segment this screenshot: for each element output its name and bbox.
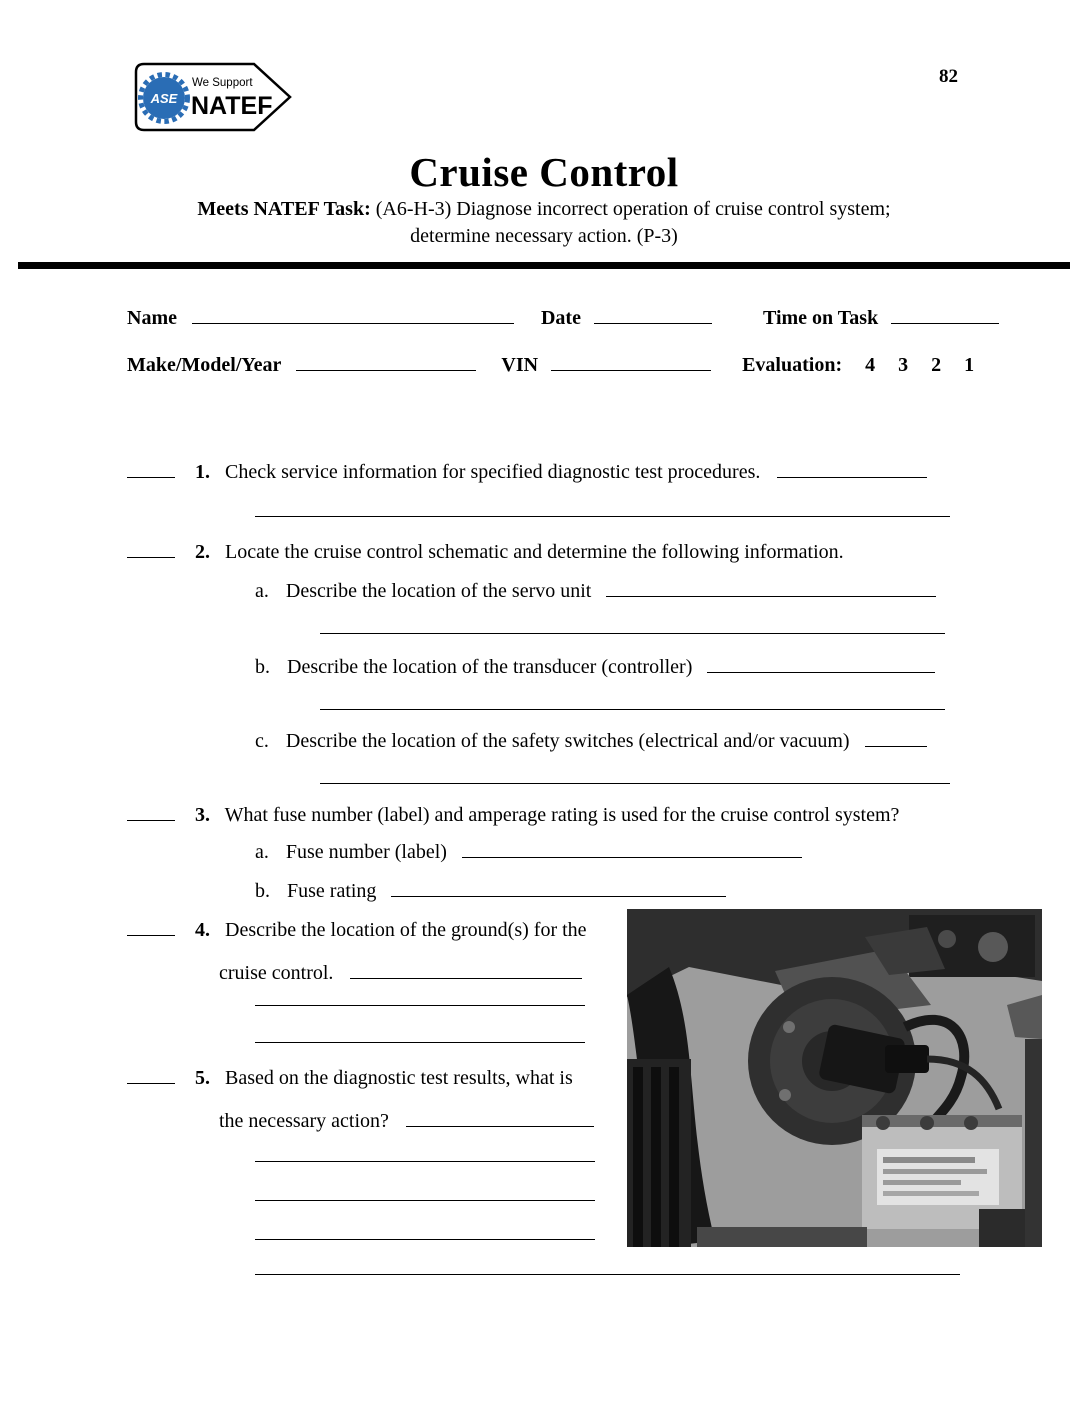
- q2a-letter: a.: [255, 580, 269, 602]
- date-blank: [594, 322, 712, 324]
- q4-text-line2: cruise control.: [219, 962, 334, 984]
- q3-text: What fuse number (label) and amperage rating is used for the cruise control system?: [224, 804, 900, 826]
- info-line-2: [127, 352, 1088, 379]
- q3b-letter: b.: [255, 880, 270, 902]
- q1-grade-blank: [127, 476, 175, 478]
- ase-logo-text: ASE: [150, 91, 178, 106]
- q3a-letter: a.: [255, 841, 269, 863]
- q3a-answer-blank: [462, 856, 802, 858]
- logo-we-support-text: We Support: [192, 77, 253, 89]
- page-number: 82: [939, 66, 958, 87]
- make-model-year-blank: [296, 369, 476, 371]
- natef-task-text1: (A6-H-3) Diagnose incorrect operation of cruise control system;: [375, 198, 891, 220]
- q5-number: 5.: [195, 1067, 210, 1089]
- name-blank: [192, 322, 514, 324]
- q4-answer-blank: [350, 977, 582, 979]
- natef-task-line2: determine necessary action. (P-3): [410, 225, 678, 247]
- q5-grade-blank: [127, 1082, 175, 1084]
- vin-blank: [551, 369, 711, 371]
- evaluation-2: 2: [931, 354, 942, 376]
- q2-grade-blank: [127, 556, 175, 558]
- q2b-answer-blank: [707, 671, 935, 673]
- time-on-task-blank: [891, 322, 999, 324]
- q4-answer-line-1: [255, 1005, 585, 1006]
- q2c-letter: c.: [255, 730, 269, 752]
- engine-bay-photo: [627, 909, 1042, 1247]
- q3b-text: Fuse rating: [287, 880, 377, 902]
- q2c-answer-line: [320, 783, 950, 784]
- q4-grade-blank: [127, 934, 175, 936]
- q2c-text: Describe the location of the safety switches (electrical and/or vacuum): [285, 730, 850, 752]
- natef-task-label: Meets NATEF Task:: [197, 198, 371, 220]
- q2a-answer-line: [320, 633, 945, 634]
- q5-answer-blank: [406, 1125, 594, 1127]
- date-label: Date: [540, 307, 581, 329]
- evaluation-3: 3: [898, 354, 909, 376]
- q2-number: 2.: [195, 541, 210, 563]
- q3-number: 3.: [195, 804, 210, 826]
- q1-answer-line: [255, 516, 950, 517]
- page-title: Cruise Control: [409, 149, 679, 195]
- question-1: [0, 459, 1088, 486]
- logo-natef-text: NATEF: [191, 92, 273, 120]
- q4-text-line1: Describe the location of the ground(s) for the: [225, 919, 587, 941]
- q2-text: Locate the cruise control schematic and determine the following information.: [225, 541, 844, 563]
- question-3b: [0, 878, 1088, 905]
- evaluation-4: 4: [865, 354, 876, 376]
- natef-logo: [130, 58, 298, 136]
- natef-logo-graphic: [130, 58, 298, 136]
- q3a-text: Fuse number (label): [285, 841, 447, 863]
- name-label: Name: [127, 307, 177, 329]
- info-line-1: [127, 305, 1088, 332]
- q5-text-line1: Based on the diagnostic test results, what is: [225, 1067, 573, 1089]
- q2b-answer-line: [320, 709, 945, 710]
- make-model-year-label: Make/Model/Year: [127, 354, 282, 376]
- q5-answer-line-3: [255, 1239, 595, 1240]
- natef-task-line1: [0, 196, 1088, 223]
- q2b-letter: b.: [255, 656, 270, 678]
- question-3a: [0, 839, 1088, 866]
- evaluation-label: Evaluation:: [742, 354, 843, 376]
- q1-number: 1.: [195, 461, 210, 483]
- q2c-answer-blank: [865, 745, 927, 747]
- divider-rule: [18, 262, 1070, 269]
- q2b-text: Describe the location of the transducer (controller): [287, 656, 693, 678]
- question-2b: [0, 654, 1088, 681]
- q2a-text: Describe the location of the servo unit: [285, 580, 592, 602]
- question-3: [0, 802, 1088, 829]
- question-2: [0, 539, 1088, 566]
- q1-text: Check service information for specified diagnostic test procedures.: [225, 461, 761, 483]
- question-2a: [0, 578, 1088, 605]
- q5-text-line2: the necessary action?: [219, 1110, 389, 1132]
- evaluation-1: 1: [964, 354, 975, 376]
- q5-answer-line-4: [255, 1274, 960, 1275]
- bottom-section: [0, 917, 1088, 1275]
- q2a-answer-blank: [606, 595, 936, 597]
- q5-answer-line-1: [255, 1161, 595, 1162]
- q3b-answer-blank: [391, 895, 726, 897]
- q4-answer-line-2: [255, 1042, 585, 1043]
- q5-answer-line-2: [255, 1200, 595, 1201]
- q1-answer-blank: [777, 476, 927, 478]
- question-2c: [0, 728, 1088, 755]
- q3-grade-blank: [127, 819, 175, 821]
- vin-label: VIN: [501, 354, 539, 376]
- time-on-task-label: Time on Task: [762, 307, 879, 329]
- q4-number: 4.: [195, 919, 210, 941]
